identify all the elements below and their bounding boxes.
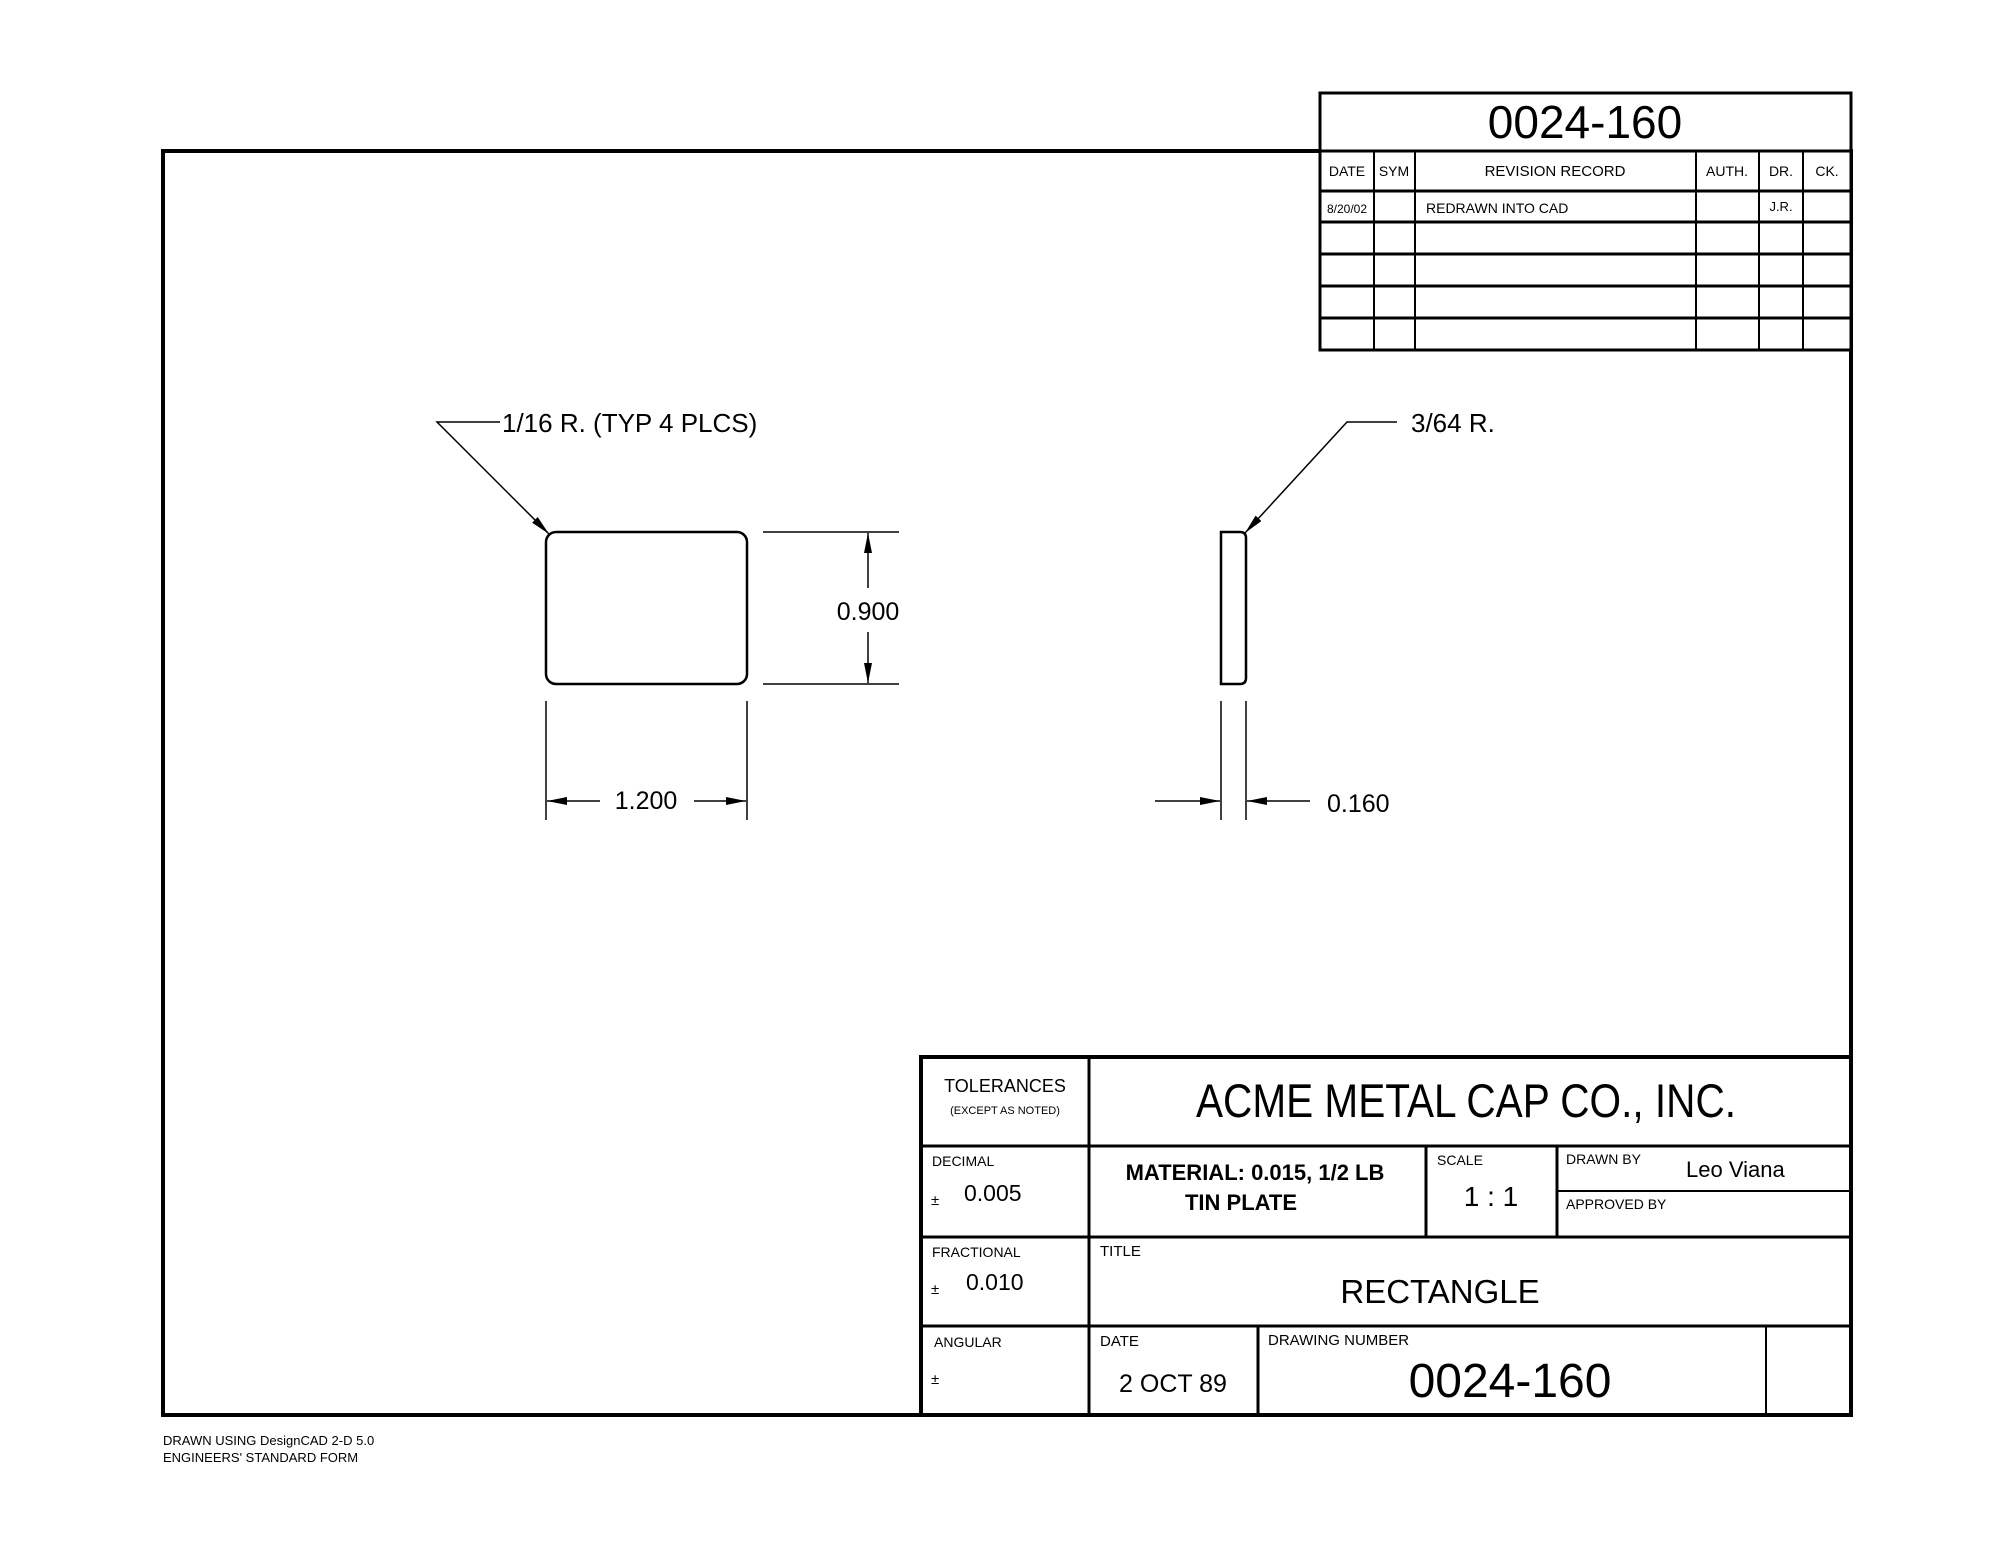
rev-header-sym: SYM bbox=[1378, 163, 1410, 179]
drawing-number-label: DRAWING NUMBER bbox=[1268, 1332, 1410, 1349]
side-radius-leader bbox=[1245, 422, 1397, 533]
rev-header-record: REVISION RECORD bbox=[1484, 163, 1626, 180]
material-line-2: TIN PLATE bbox=[1184, 1190, 1298, 1215]
company-name: ACME METAL CAP CO., INC. bbox=[1196, 1074, 1736, 1127]
material-line-1: MATERIAL: 0.015, 1/2 LB bbox=[1125, 1160, 1385, 1185]
rev-row-record: REDRAWN INTO CAD bbox=[1426, 200, 1569, 216]
decimal-plus-minus: ± bbox=[931, 1192, 940, 1209]
title-label: TITLE bbox=[1100, 1243, 1141, 1260]
front-radius-note: 1/16 R. (TYP 4 PLCS) bbox=[502, 408, 758, 438]
scale-label: SCALE bbox=[1437, 1152, 1483, 1168]
drawn-by-value: Leo Viana bbox=[1686, 1157, 1785, 1182]
rev-header-ck: CK. bbox=[1815, 163, 1839, 179]
drawing-number-value: 0024-160 bbox=[1408, 1355, 1612, 1408]
angular-label: ANGULAR bbox=[934, 1334, 1002, 1350]
title-value: RECTANGLE bbox=[1340, 1273, 1540, 1310]
front-radius-leader bbox=[437, 422, 549, 534]
rev-header-auth: AUTH. bbox=[1706, 163, 1748, 179]
footer-line-1: DRAWN USING DesignCAD 2-D 5.0 bbox=[163, 1433, 375, 1448]
tolerances-subheading: (EXCEPT AS NOTED) bbox=[950, 1105, 1060, 1117]
rev-header-dr: DR. bbox=[1768, 163, 1794, 179]
thickness-dimension: 0.160 bbox=[1327, 790, 1390, 818]
side-view bbox=[1155, 408, 1495, 820]
fractional-label: FRACTIONAL bbox=[932, 1244, 1021, 1260]
decimal-value: 0.005 bbox=[964, 1180, 1022, 1206]
side-view-outline bbox=[1221, 532, 1246, 684]
front-view-outline bbox=[546, 532, 747, 684]
rev-row-dr: J.R. bbox=[1769, 199, 1793, 214]
fractional-value: 0.010 bbox=[966, 1269, 1024, 1295]
side-radius-note: 3/64 R. bbox=[1411, 408, 1495, 438]
tolerances-heading: TOLERANCES bbox=[944, 1076, 1066, 1096]
fractional-plus-minus: ± bbox=[931, 1281, 940, 1298]
width-dimension: 1.200 bbox=[614, 787, 678, 815]
footer-line-2: ENGINEERS' STANDARD FORM bbox=[163, 1450, 359, 1465]
rev-header-date: DATE bbox=[1328, 163, 1366, 179]
height-dimension: 0.900 bbox=[836, 598, 900, 626]
revision-record-table bbox=[1320, 151, 1851, 350]
date-value: 2 OCT 89 bbox=[1119, 1370, 1227, 1398]
approved-by-label: APPROVED BY bbox=[1566, 1196, 1667, 1212]
decimal-label: DECIMAL bbox=[932, 1153, 995, 1169]
top-drawing-number: 0024-160 bbox=[1487, 96, 1683, 148]
title-block bbox=[921, 1057, 1851, 1415]
date-label: DATE bbox=[1100, 1333, 1139, 1350]
drawn-by-label: DRAWN BY bbox=[1566, 1151, 1641, 1167]
front-view bbox=[437, 408, 899, 820]
angular-plus-minus: ± bbox=[931, 1371, 940, 1388]
scale-value: 1 : 1 bbox=[1463, 1181, 1519, 1212]
rev-row-date: 8/20/02 bbox=[1326, 202, 1368, 216]
